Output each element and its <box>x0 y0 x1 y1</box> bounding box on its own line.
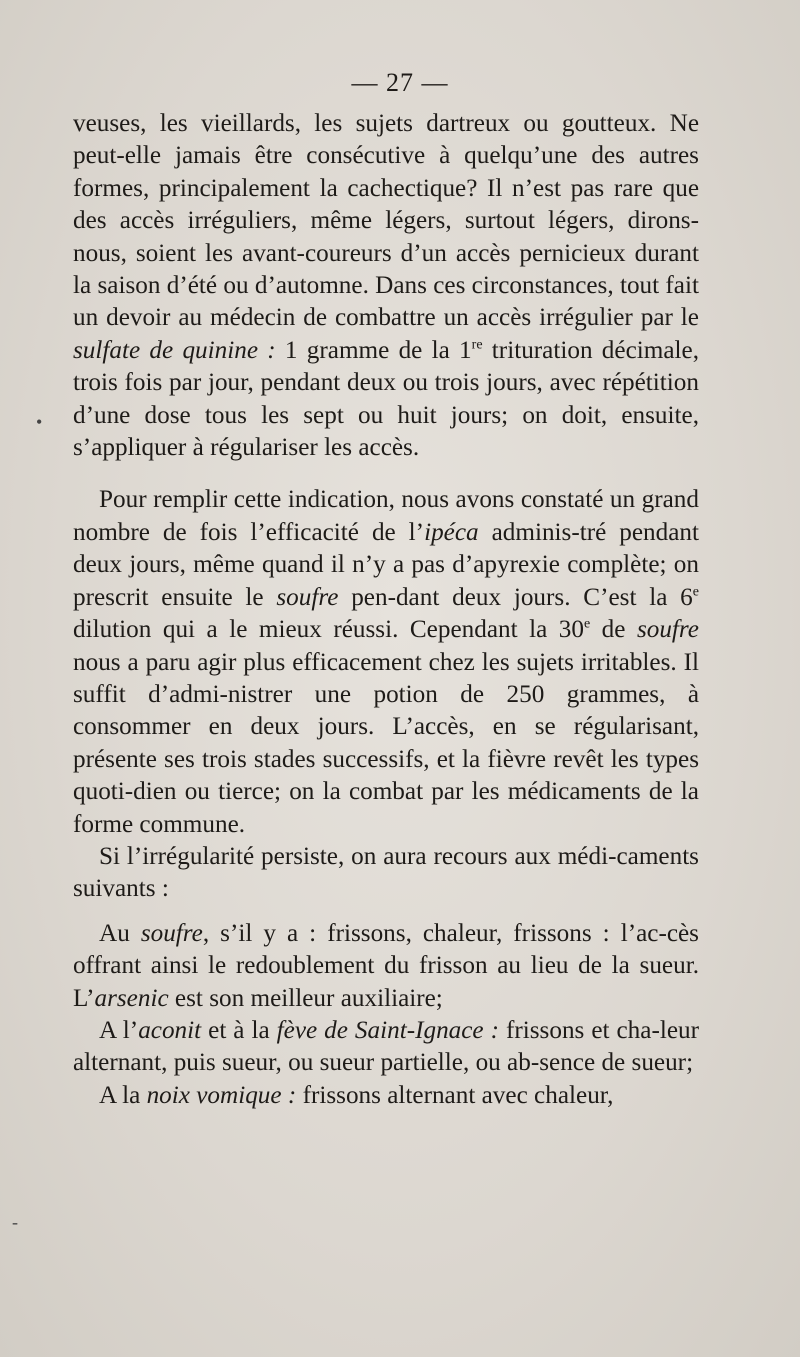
text-run: frissons et cha-leur alternant, puis sueur, ou sueur partielle, ou ab-sence de sueur; <box>73 1016 700 1077</box>
text-run: , s’il y a : frissons, chaleur, frissons : l’ac-cès offrant ainsi le redoublement du frisson au lieu de la sueur. L’ <box>73 919 699 1012</box>
margin-dot: - <box>12 1212 18 1232</box>
italic-term: fève de Saint-Ignace : <box>276 1016 499 1044</box>
paragraph <box>73 1015 699 1080</box>
paragraph <box>73 1080 699 1112</box>
text-run: nous a paru agir plus efficacement chez les sujets irritables. Il suffit d’admi-nistrer une potion de 250 grammes, à consommer en deux jours. L’accès, en se régularisant, présente ses trois stades successifs, et la fièvre revêt les types quoti-dien ou tierce; on la combat par les médicaments de la forme commune. <box>73 648 699 838</box>
text-run: Au <box>99 919 141 947</box>
italic-term: noix vomique : <box>146 1081 297 1109</box>
superscript: re <box>471 337 483 353</box>
text-run: est son meilleur auxiliaire; <box>168 984 443 1012</box>
text-run: de <box>590 616 637 644</box>
text-run: veuses, les vieillards, les sujets dartreux ou goutteux. Ne peut-elle jamais être consécutive à quelqu’une des autres formes, principalement la cachectique? Il n’est pas rare que des accès irréguliers, même légers, surtout légers, dirons-nous, soient les avant-coureurs d’un accès pernicieux durant la saison d’été ou d’automne. Dans ces circonstances, tout fait un devoir au médecin de combattre un accès irrégulier par le <box>73 110 699 332</box>
paragraph <box>73 484 699 840</box>
text-run: Si l’irrégularité persiste, on aura recours aux médi-caments suivants : <box>73 842 699 903</box>
italic-term: ipéca <box>424 518 479 546</box>
paragraph <box>73 918 699 1015</box>
text-run: et à la <box>201 1016 277 1044</box>
text-run: 1 gramme de la 1 <box>275 336 472 364</box>
italic-term: soufre <box>140 919 203 947</box>
text-run: frissons alternant avec chaleur, <box>296 1081 614 1109</box>
text-run: dilution qui a le mieux réussi. Cependant la 30 <box>73 616 584 644</box>
text-run: trituration décimale, trois fois par jour, pendant deux ou trois jours, avec répétition d’une dose tous les sept ou huit jours; on doit, ensuite, s’appliquer à régulariser les accès. <box>73 336 699 462</box>
page-number: — 27 — <box>351 68 449 97</box>
superscript: e <box>692 584 699 600</box>
text-run: A l’ <box>99 1016 139 1044</box>
text-run: adminis-tré pendant deux jours, même quand il n’y a pas d’apyrexie complète; on prescrit ensuite le <box>73 518 699 611</box>
italic-term: aconit <box>138 1016 202 1044</box>
italic-term: soufre <box>276 583 339 611</box>
text-run: Pour remplir cette indication, nous avons constaté un grand nombre de fois l’efficacité de l’ <box>73 486 699 546</box>
paragraph <box>73 108 699 464</box>
paragraph <box>73 841 699 906</box>
page-body <box>73 108 699 1112</box>
margin-dot: • <box>36 412 43 432</box>
italic-term: sulfate de quinine : <box>73 336 276 364</box>
italic-term: soufre <box>636 616 699 644</box>
superscript: e <box>583 616 591 632</box>
italic-term: arsenic <box>94 984 169 1012</box>
text-run: A la <box>99 1081 147 1109</box>
text-run: pen-dant deux jours. C’est la 6 <box>338 583 693 611</box>
